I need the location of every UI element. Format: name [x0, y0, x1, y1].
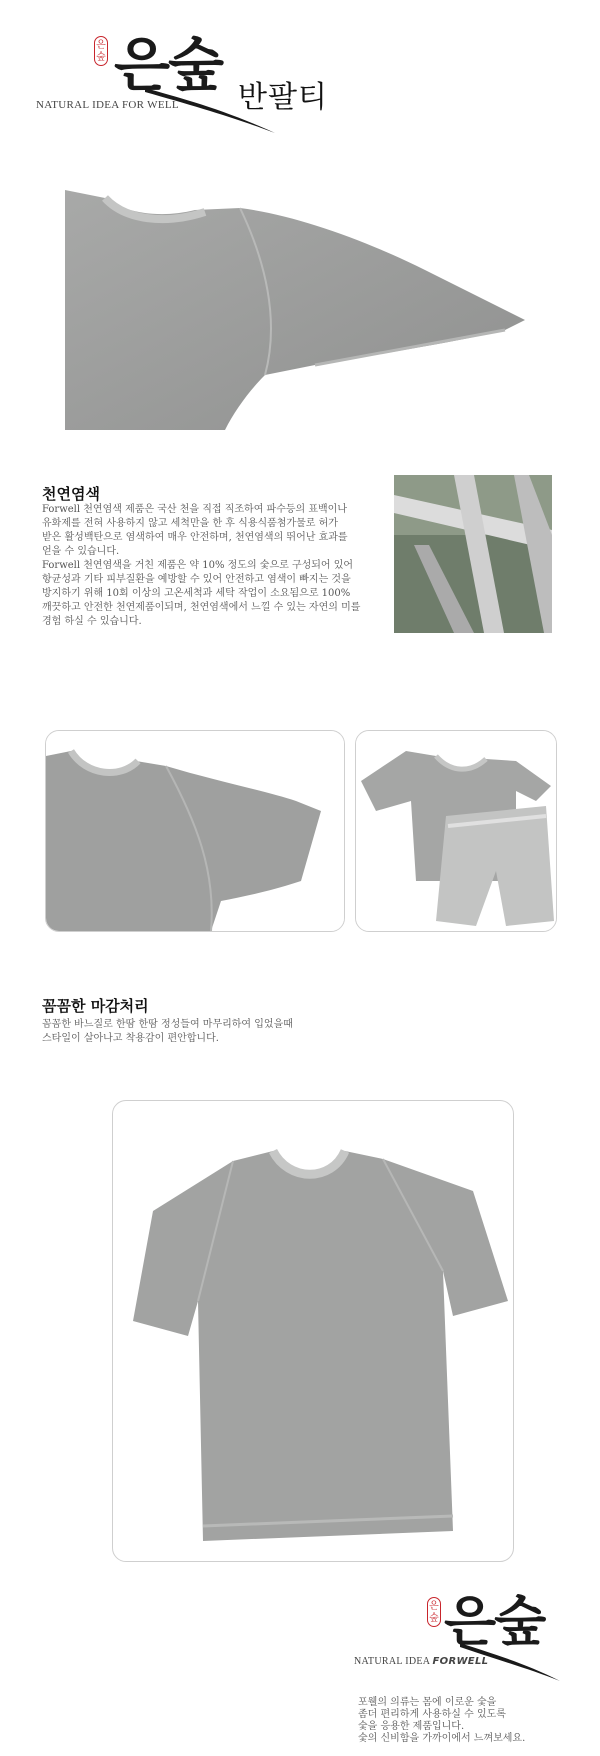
text-line: 깨끗하고 안전한 천연제품이되며, 천연염색에서 느낄 수 있는 자연의 미를: [42, 602, 361, 613]
text-line: Forwell 천연염색 제품은 국산 천을 직접 직조하여 파수등의 표백이나: [42, 504, 347, 515]
shirt-shoulder-image: [46, 731, 344, 931]
logo-tagline: NATURAL IDEA FOR WELL: [36, 99, 179, 111]
footer-line: 숯의 신비함을 가까이에서 느껴보세요.: [358, 1733, 526, 1744]
footer-seal-stamp: 은숲: [427, 1597, 441, 1627]
header-logo: [30, 8, 360, 138]
section-heading-natural-dye: 천연염색: [42, 485, 100, 503]
section-text-natural-dye: [42, 503, 362, 629]
text-line: 경험 하실 수 있습니다.: [42, 616, 142, 627]
text-line: 받은 활성백탄으로 염색하여 매우 안전하며, 천연염색의 뛰어난 효과를: [42, 532, 348, 543]
footer-line: 숯을 응용한 제품입니다.: [358, 1721, 465, 1732]
text-line: Forwell 천연염색을 거친 제품은 약 10% 정도의 숯으로 구성되어 있어: [42, 560, 354, 571]
photo-frame-set: [355, 730, 557, 932]
text-line: 스타일이 살아나고 착용감이 편안합니다.: [42, 1033, 219, 1044]
hero-shirt-sleeve-image: [65, 180, 535, 430]
footer-logo: [350, 1575, 580, 1685]
photo-frame-front: [112, 1100, 514, 1562]
text-line: 유화제를 전혀 사용하지 않고 세척만을 한 후 식용식품첨가물로 허가: [42, 518, 338, 529]
footer-line: 포웰의 의류는 몸에 이로운 숯을: [358, 1697, 497, 1708]
section-heading-finishing: 꼼꼼한 마감처리: [42, 997, 149, 1015]
section-text-finishing: [42, 1018, 362, 1046]
logo-calligraphy: 은숲: [114, 31, 223, 99]
footer-tagline: [354, 1656, 488, 1667]
page-title: 반팔티: [238, 80, 328, 115]
shirt-and-shorts-image: [356, 731, 556, 931]
text-line: 항균성과 기타 피부질환을 예방할 수 있어 안전하고 염색이 빠지는 것을: [42, 574, 351, 585]
footer-logo-calligraphy: 은숲: [444, 1589, 545, 1653]
seal-stamp: 은숲: [94, 36, 108, 66]
shirt-front-image: [113, 1101, 513, 1561]
text-line: 방지하기 위해 10회 이상의 고온세척과 세탁 작업이 소요됨으로 100%: [42, 588, 351, 599]
text-line: 꼼꼼한 바느질로 한땀 한땀 정성들여 마무리하여 입었을때: [42, 1019, 293, 1030]
text-line: 얻을 수 있습니다.: [42, 546, 120, 557]
footer-tagline-prefix: NATURAL IDEA: [354, 1656, 430, 1667]
photo-frame-shoulder: [45, 730, 345, 932]
footer-line: 좀더 편리하게 사용하실 수 있도록: [358, 1709, 506, 1720]
hanging-fabric-image: [394, 475, 552, 633]
footer-description: [358, 1697, 598, 1745]
footer-brand: FORWELL: [432, 1656, 489, 1667]
